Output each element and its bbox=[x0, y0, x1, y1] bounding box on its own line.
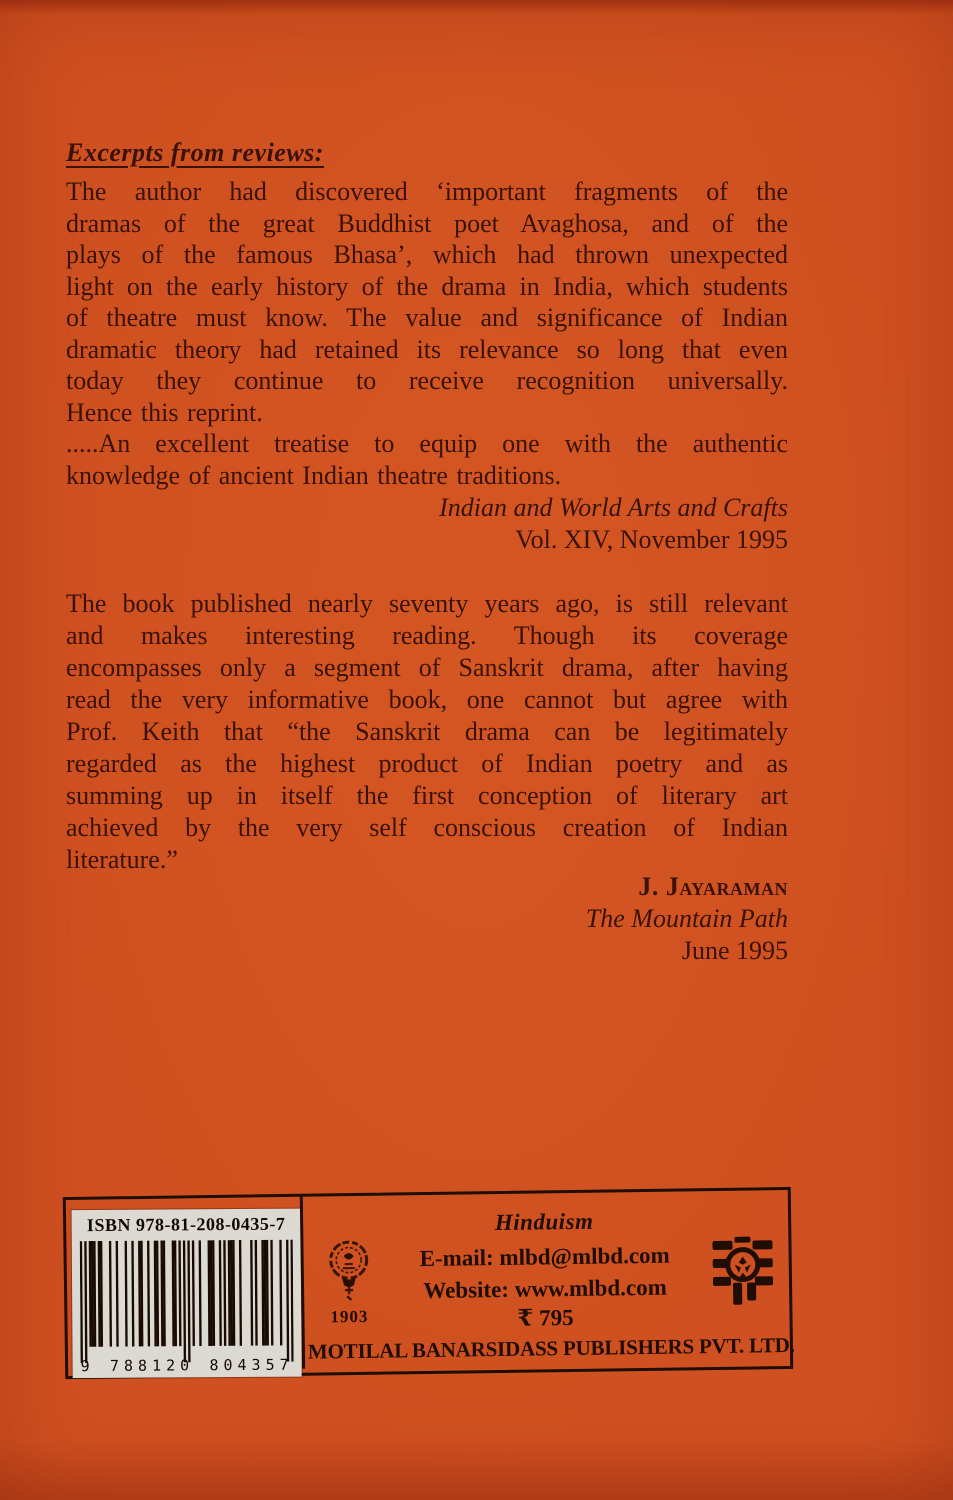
ean13-barcode-icon bbox=[80, 1240, 294, 1363]
text-line: literature.” bbox=[66, 845, 178, 874]
review1-attribution bbox=[66, 492, 788, 556]
review2-paragraph bbox=[66, 588, 788, 876]
text-line: light on the early history of the drama in India, which students bbox=[66, 271, 788, 301]
barcode-digit-group: 804357 bbox=[209, 1355, 294, 1375]
review2-reviewer: J. Jayaraman bbox=[638, 872, 788, 901]
review1-paragraph bbox=[66, 176, 788, 491]
review2-source: The Mountain Path bbox=[585, 904, 788, 933]
text-line: today they continue to receive recognition universally. bbox=[66, 366, 788, 395]
reviews-heading: Excerpts from reviews: bbox=[66, 138, 324, 167]
text-line: summing up in itself the first conception of literary art bbox=[66, 781, 788, 810]
established-year: 1903 bbox=[330, 1306, 369, 1327]
text-line: dramatic theory had retained its relevance so long that even bbox=[66, 334, 788, 364]
text-line: The book published nearly seventy years ago, is still relevant bbox=[66, 589, 788, 618]
price: ₹ 795 bbox=[517, 1304, 574, 1331]
text-line: of theatre must know. The value and significance of Indian bbox=[66, 303, 788, 332]
subject-category: Hinduism bbox=[494, 1208, 594, 1236]
text-line: Hence this reprint. bbox=[66, 397, 263, 427]
barcode-digit-group: 9 bbox=[80, 1357, 95, 1376]
text-line: regarded as the highest product of Indian poetry and as bbox=[66, 749, 788, 778]
publisher-email: E-mail: mlbd@mlbd.com bbox=[419, 1242, 670, 1272]
text-line: encompasses only a segment of Sanskrit drama, after having bbox=[66, 653, 788, 682]
text-line: dramas of the great Buddhist poet Avaghosa, and of the bbox=[66, 208, 788, 238]
isbn-number: ISBN 978-81-208-0435-7 bbox=[86, 1213, 286, 1236]
publisher-name: MOTILAL BANARSIDASS PUBLISHERS PVT. LTD. bbox=[307, 1332, 795, 1364]
isbn-barcode-panel bbox=[72, 1209, 302, 1379]
text-line: and makes interesting reading. Though its coverage bbox=[66, 621, 788, 650]
text-line: knowledge of ancient Indian theatre traditions. bbox=[66, 460, 562, 490]
review1-source: Indian and World Arts and Crafts bbox=[439, 493, 788, 522]
review1-source-detail: Vol. XIV, November 1995 bbox=[515, 525, 788, 554]
publisher-info-box bbox=[63, 1187, 793, 1379]
text-line: plays of the famous Bhasa’, which had thrown unexpected bbox=[66, 240, 788, 269]
publisher-website: Website: www.mlbd.com bbox=[423, 1274, 667, 1304]
text-line: read the very informative book, one cannot but agree with bbox=[66, 685, 788, 714]
text-line: achieved by the very self conscious creation of Indian bbox=[66, 813, 788, 842]
text-line: .....An excellent treatise to equip one with the authentic bbox=[66, 429, 788, 458]
text-line: Prof. Keith that “the Sanskrit drama can be legitimately bbox=[66, 717, 788, 746]
barcode-digit-group: 788120 bbox=[109, 1356, 195, 1375]
review2-source-detail: June 1995 bbox=[681, 936, 788, 965]
text-line: The author had discovered ‘important fragments of the bbox=[66, 177, 788, 206]
mlbd-devanagari-logo-icon bbox=[710, 1236, 775, 1307]
review2-attribution bbox=[66, 871, 788, 967]
barcode-digits bbox=[73, 1356, 302, 1376]
